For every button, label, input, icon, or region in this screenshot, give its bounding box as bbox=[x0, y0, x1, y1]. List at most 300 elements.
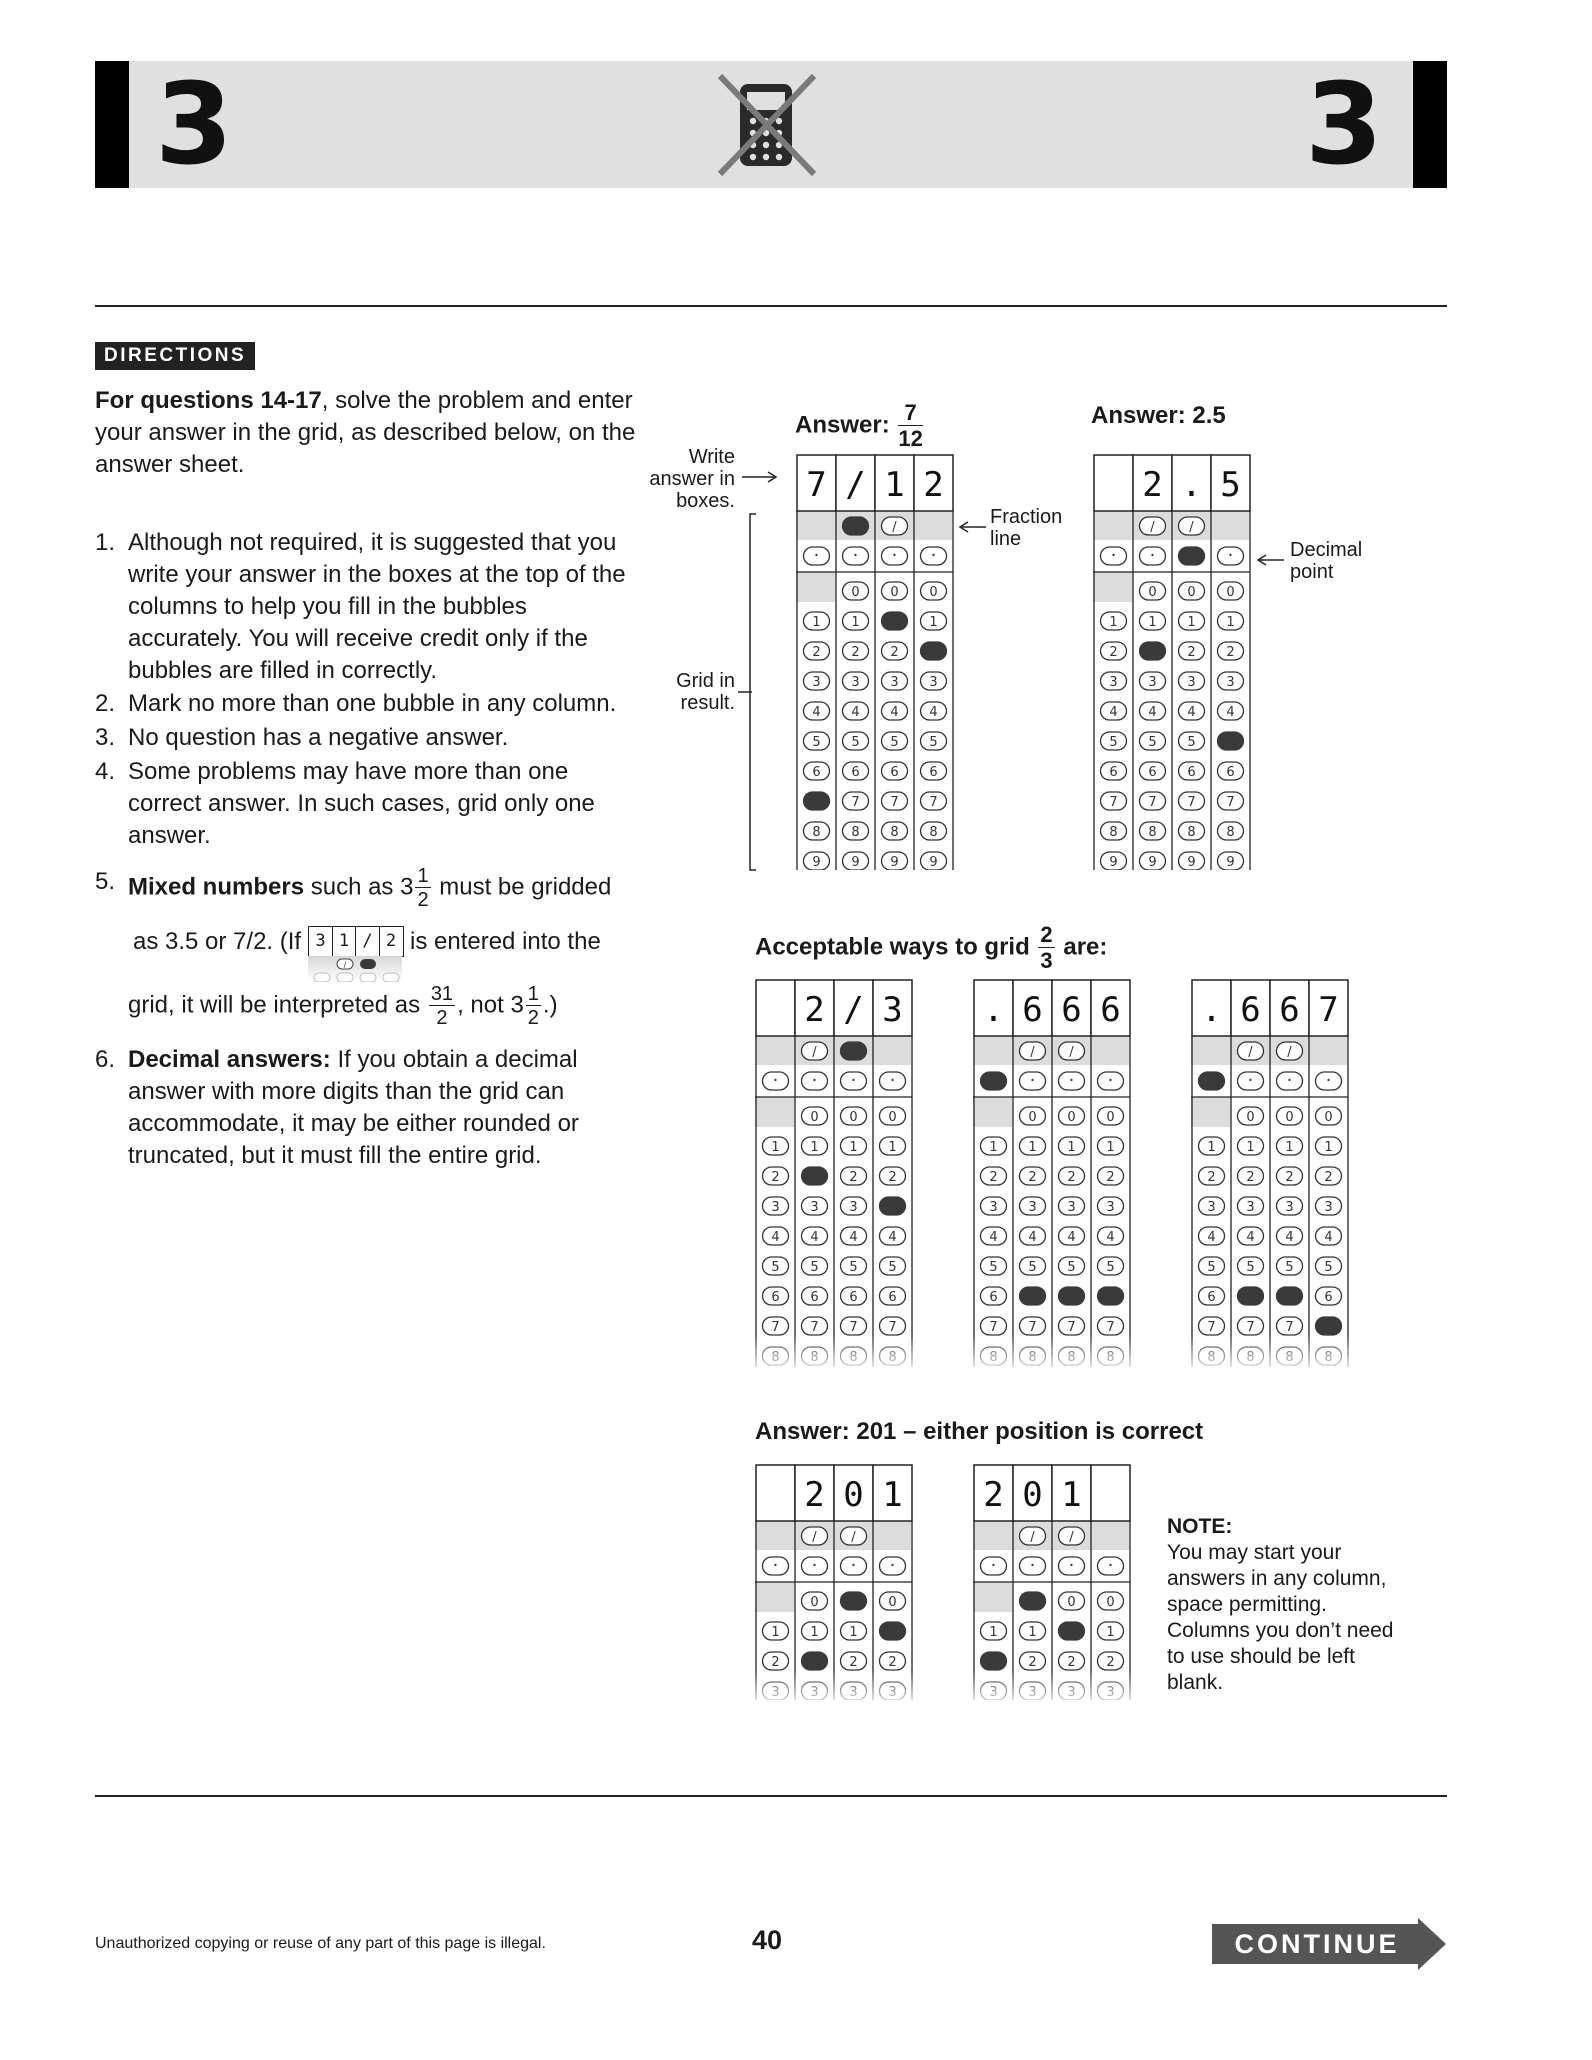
svg-text:3: 3 bbox=[771, 1200, 780, 1215]
digit-bubble bbox=[1020, 1652, 1046, 1670]
svg-text:3: 3 bbox=[1246, 1200, 1255, 1215]
svg-text:8: 8 bbox=[1187, 825, 1196, 840]
digit-bubble bbox=[802, 1287, 828, 1305]
svg-text:4: 4 bbox=[849, 1230, 858, 1245]
digit-bubble bbox=[1059, 1107, 1085, 1125]
digit-bubble bbox=[1199, 1197, 1225, 1215]
digit-bubble bbox=[1059, 1592, 1085, 1610]
digit-bubble bbox=[1179, 852, 1205, 870]
acceptable-text-b: are: bbox=[1063, 933, 1108, 961]
svg-text:/: / bbox=[1030, 1045, 1035, 1060]
digit-bubble bbox=[921, 822, 947, 840]
digit-bubble bbox=[804, 732, 830, 750]
mini-box: 2 bbox=[379, 926, 404, 957]
decimal-bubble bbox=[841, 1070, 867, 1091]
slash-bubble bbox=[802, 1042, 828, 1060]
digit-bubble bbox=[880, 1137, 906, 1155]
digit-bubble bbox=[1098, 1107, 1124, 1125]
svg-text:4: 4 bbox=[1207, 1230, 1216, 1245]
svg-text:·: · bbox=[1107, 1555, 1114, 1576]
digit-bubble bbox=[1098, 1197, 1124, 1215]
decimal-bubble bbox=[1098, 1555, 1124, 1576]
decimal-bubble bbox=[763, 1070, 789, 1091]
digit-bubble bbox=[1179, 642, 1205, 660]
digit-bubble bbox=[1140, 582, 1166, 600]
directions-label: DIRECTIONS bbox=[95, 342, 255, 370]
decimal-bubble bbox=[1277, 1070, 1303, 1091]
svg-text:·: · bbox=[852, 545, 859, 566]
svg-text:4: 4 bbox=[929, 705, 938, 720]
grid-7-12 bbox=[796, 454, 954, 870]
digit-bubble bbox=[843, 702, 869, 720]
item-text: Mark no more than one bubble in any column. bbox=[128, 690, 617, 717]
digit-bubble bbox=[1218, 612, 1244, 630]
svg-text:6: 6 bbox=[888, 1290, 897, 1305]
answer-label: Answer: bbox=[795, 411, 890, 439]
digit-bubble bbox=[880, 1622, 906, 1640]
grid-result-label: Grid in result. bbox=[676, 670, 735, 714]
digit-bubble bbox=[882, 732, 908, 750]
decimal-bubble bbox=[880, 1070, 906, 1091]
digit-bubble bbox=[1101, 822, 1127, 840]
digit-bubble bbox=[1277, 1317, 1303, 1335]
svg-text:7: 7 bbox=[1207, 1320, 1216, 1335]
digit-bubble bbox=[1101, 642, 1127, 660]
item-number: 1. bbox=[95, 529, 116, 556]
digit-bubble bbox=[1199, 1227, 1225, 1245]
svg-text:/: / bbox=[1287, 1045, 1292, 1060]
not-fraction bbox=[526, 984, 541, 1028]
copyright-notice: Unauthorized copying or reuse of any part of this page is illegal. bbox=[95, 1935, 546, 1952]
svg-text:·: · bbox=[811, 1555, 818, 1576]
digit-bubble bbox=[1140, 822, 1166, 840]
digit-bubble bbox=[1098, 1137, 1124, 1155]
decimal-bubble bbox=[1020, 1555, 1046, 1576]
svg-text:2: 2 bbox=[1067, 1170, 1076, 1185]
svg-text:7: 7 bbox=[1246, 1320, 1255, 1335]
slash-row-bg bbox=[1090, 1035, 1129, 1065]
digit-bubble bbox=[841, 1652, 867, 1670]
slash-bubble bbox=[1179, 517, 1205, 535]
svg-text:1: 1 bbox=[1109, 615, 1118, 630]
frac-den: 12 bbox=[898, 426, 923, 451]
arrow-right-icon bbox=[740, 470, 780, 484]
digit-bubble bbox=[1101, 792, 1127, 810]
slash-bubble bbox=[1020, 1042, 1046, 1060]
digit-bubble bbox=[841, 1592, 867, 1610]
digit-bubble bbox=[804, 702, 830, 720]
item-text: Some problems may have more than one correct answer. In such cases, grid only one answer. bbox=[128, 758, 595, 849]
digit-bubble bbox=[882, 612, 908, 630]
intro-text: , solve the problem and enter your answer in the grid, as described below, on the answer sheet. bbox=[95, 387, 636, 478]
digit-bubble bbox=[1218, 792, 1244, 810]
header-bar-left bbox=[95, 61, 129, 188]
svg-text:6: 6 bbox=[890, 765, 899, 780]
svg-text:5: 5 bbox=[1148, 735, 1157, 750]
zero-row-bg bbox=[755, 1097, 794, 1127]
svg-text:/: / bbox=[1069, 1045, 1074, 1060]
digit-bubble bbox=[880, 1167, 906, 1185]
digit-bubble bbox=[880, 1227, 906, 1245]
digit-bubble bbox=[1277, 1137, 1303, 1155]
digit-bubble bbox=[841, 1137, 867, 1155]
svg-text:2: 2 bbox=[1028, 1170, 1037, 1185]
svg-text:·: · bbox=[813, 545, 820, 566]
answer-box-char: 2 bbox=[804, 990, 825, 1030]
digit-bubble bbox=[921, 672, 947, 690]
digit-bubble bbox=[1101, 762, 1127, 780]
svg-text:5: 5 bbox=[851, 735, 860, 750]
svg-text:·: · bbox=[891, 545, 898, 566]
svg-text:3: 3 bbox=[851, 675, 860, 690]
slash-bubble bbox=[1277, 1042, 1303, 1060]
digit-bubble bbox=[1199, 1257, 1225, 1275]
slash-bubble bbox=[841, 1527, 867, 1545]
svg-text:/: / bbox=[812, 1530, 817, 1545]
svg-text:1: 1 bbox=[989, 1625, 998, 1640]
digit-bubble bbox=[1140, 612, 1166, 630]
answer-box-char: 2 bbox=[983, 1475, 1004, 1515]
svg-text:7: 7 bbox=[1148, 795, 1157, 810]
slash-bubble bbox=[1140, 517, 1166, 535]
digit-bubble bbox=[981, 1227, 1007, 1245]
digit-bubble bbox=[1238, 1137, 1264, 1155]
svg-text:·: · bbox=[1029, 1070, 1036, 1091]
svg-text:2: 2 bbox=[771, 1655, 780, 1670]
digit-bubble bbox=[981, 1622, 1007, 1640]
grid-2-5 bbox=[1093, 454, 1251, 870]
digit-bubble bbox=[981, 1287, 1007, 1305]
svg-text:1: 1 bbox=[1207, 1140, 1216, 1155]
decimal-bubble bbox=[981, 1555, 1007, 1576]
slash-row-bg bbox=[1308, 1035, 1347, 1065]
digit-bubble bbox=[1277, 1287, 1303, 1305]
digit-bubble bbox=[843, 852, 869, 870]
svg-text:5: 5 bbox=[1207, 1260, 1216, 1275]
grid-201-right bbox=[755, 1464, 913, 1700]
svg-text:9: 9 bbox=[812, 855, 821, 870]
digit-bubble bbox=[1218, 732, 1244, 750]
digit-bubble bbox=[802, 1592, 828, 1610]
svg-text:1: 1 bbox=[1285, 1140, 1294, 1155]
digit-bubble bbox=[1101, 732, 1127, 750]
svg-text:·: · bbox=[1029, 1555, 1036, 1576]
digit-bubble bbox=[1179, 702, 1205, 720]
svg-text:3: 3 bbox=[1226, 675, 1235, 690]
directions-intro bbox=[95, 385, 655, 481]
digit-bubble bbox=[1199, 1287, 1225, 1305]
answer-box-char: 0 bbox=[1022, 1475, 1043, 1515]
svg-text:2: 2 bbox=[849, 1655, 858, 1670]
svg-text:5: 5 bbox=[810, 1260, 819, 1275]
answer-box-char: 1 bbox=[882, 1475, 903, 1515]
answer-box-char: 6 bbox=[1061, 990, 1082, 1030]
digit-bubble bbox=[921, 702, 947, 720]
digit-bubble bbox=[921, 732, 947, 750]
svg-text:0: 0 bbox=[849, 1110, 858, 1125]
decimal-bubble bbox=[1179, 547, 1205, 565]
svg-text:4: 4 bbox=[1067, 1230, 1076, 1245]
digit-bubble bbox=[1059, 1257, 1085, 1275]
svg-text:0: 0 bbox=[810, 1595, 819, 1610]
frac-num: 1 bbox=[417, 865, 429, 887]
svg-text:4: 4 bbox=[810, 1230, 819, 1245]
svg-text:4: 4 bbox=[812, 705, 821, 720]
digit-bubble bbox=[1098, 1227, 1124, 1245]
svg-text:4: 4 bbox=[1285, 1230, 1294, 1245]
svg-text:2: 2 bbox=[1067, 1655, 1076, 1670]
digit-bubble bbox=[802, 1197, 828, 1215]
digit-bubble bbox=[1218, 702, 1244, 720]
digit-bubble bbox=[1316, 1227, 1342, 1245]
svg-text:5: 5 bbox=[1246, 1260, 1255, 1275]
svg-text:0: 0 bbox=[888, 1595, 897, 1610]
svg-text:8: 8 bbox=[1226, 825, 1235, 840]
svg-text:·: · bbox=[850, 1555, 857, 1576]
digit-bubble bbox=[1238, 1227, 1264, 1245]
digit-bubble bbox=[1098, 1287, 1124, 1305]
svg-text:5: 5 bbox=[812, 735, 821, 750]
mini-box: / bbox=[355, 926, 380, 957]
decimal-bubble bbox=[1059, 1070, 1085, 1091]
svg-text:9: 9 bbox=[1226, 855, 1235, 870]
digit-bubble bbox=[804, 852, 830, 870]
svg-text:3: 3 bbox=[989, 1200, 998, 1215]
svg-text:1: 1 bbox=[1028, 1625, 1037, 1640]
svg-text:5: 5 bbox=[849, 1260, 858, 1275]
fraction-line-label: Fraction line bbox=[990, 506, 1063, 550]
mini-box: 1 bbox=[332, 926, 357, 957]
digit-bubble bbox=[1020, 1592, 1046, 1610]
digit-bubble bbox=[841, 1287, 867, 1305]
decimal-bubble bbox=[1218, 545, 1244, 566]
svg-text:6: 6 bbox=[929, 765, 938, 780]
digit-bubble bbox=[1020, 1167, 1046, 1185]
svg-text:2: 2 bbox=[888, 1170, 897, 1185]
svg-text:4: 4 bbox=[890, 705, 899, 720]
grid-fade bbox=[973, 1335, 1131, 1375]
digit-bubble bbox=[843, 672, 869, 690]
digit-bubble bbox=[841, 1167, 867, 1185]
svg-text:4: 4 bbox=[771, 1230, 780, 1245]
svg-text:6: 6 bbox=[812, 765, 821, 780]
decimal-bubble bbox=[802, 1555, 828, 1576]
svg-text:0: 0 bbox=[1226, 585, 1235, 600]
digit-bubble bbox=[880, 1107, 906, 1125]
digit-bubble bbox=[882, 762, 908, 780]
slash-row-bg bbox=[872, 1035, 911, 1065]
digit-bubble bbox=[1218, 642, 1244, 660]
digit-bubble bbox=[1199, 1137, 1225, 1155]
answer-box-char: 6 bbox=[1240, 990, 1261, 1030]
svg-text:3: 3 bbox=[812, 675, 821, 690]
page-number: 40 bbox=[752, 1925, 783, 1955]
svg-text:·: · bbox=[1110, 545, 1117, 566]
zero-row-bg bbox=[973, 1582, 1012, 1612]
frac-num: 1 bbox=[527, 983, 539, 1005]
digit-bubble bbox=[981, 1137, 1007, 1155]
svg-text:2: 2 bbox=[812, 645, 821, 660]
decimal-bubble bbox=[841, 1555, 867, 1576]
svg-text:2: 2 bbox=[888, 1655, 897, 1670]
svg-text:3: 3 bbox=[1067, 1200, 1076, 1215]
decimal-bubble bbox=[802, 1070, 828, 1091]
svg-text:0: 0 bbox=[1028, 1110, 1037, 1125]
section-number-left: 3 bbox=[155, 60, 233, 190]
digit-bubble bbox=[1316, 1107, 1342, 1125]
svg-text:/: / bbox=[812, 1045, 817, 1060]
digit-bubble bbox=[1020, 1197, 1046, 1215]
digit-bubble bbox=[763, 1317, 789, 1335]
digit-bubble bbox=[880, 1317, 906, 1335]
continue-label: CONTINUE bbox=[1234, 1929, 1400, 1959]
frac-num: 2 bbox=[1040, 922, 1053, 947]
svg-text:1: 1 bbox=[1187, 615, 1196, 630]
svg-text:2: 2 bbox=[1109, 645, 1118, 660]
svg-text:2: 2 bbox=[1106, 1655, 1115, 1670]
decimal-bubble bbox=[843, 545, 869, 566]
digit-bubble bbox=[1098, 1592, 1124, 1610]
svg-text:7: 7 bbox=[1109, 795, 1118, 810]
slash-bubble bbox=[802, 1527, 828, 1545]
decimal-bubble bbox=[1316, 1070, 1342, 1091]
svg-text:5: 5 bbox=[890, 735, 899, 750]
digit-bubble bbox=[1020, 1622, 1046, 1640]
svg-text:7: 7 bbox=[1187, 795, 1196, 810]
digit-bubble bbox=[1179, 732, 1205, 750]
digit-bubble bbox=[882, 672, 908, 690]
arrow-left-icon bbox=[1256, 553, 1286, 567]
slash-row-bg bbox=[1210, 510, 1249, 540]
svg-text:0: 0 bbox=[888, 1110, 897, 1125]
slash-bubble bbox=[1059, 1042, 1085, 1060]
svg-text:3: 3 bbox=[929, 675, 938, 690]
frac-den: 3 bbox=[1040, 948, 1053, 973]
svg-text:7: 7 bbox=[849, 1320, 858, 1335]
answer-2-5-heading: Answer: 2.5 bbox=[1091, 402, 1226, 429]
direction-item-1 bbox=[95, 527, 640, 687]
svg-text:·: · bbox=[1227, 545, 1234, 566]
svg-text:·: · bbox=[1286, 1070, 1293, 1091]
svg-text:1: 1 bbox=[810, 1625, 819, 1640]
svg-text:1: 1 bbox=[849, 1140, 858, 1155]
digit-bubble bbox=[1140, 732, 1166, 750]
digit-bubble bbox=[921, 792, 947, 810]
svg-text:5: 5 bbox=[1187, 735, 1196, 750]
svg-text:0: 0 bbox=[851, 585, 860, 600]
digit-bubble bbox=[802, 1107, 828, 1125]
svg-text:/: / bbox=[892, 520, 897, 535]
svg-text:9: 9 bbox=[1109, 855, 1118, 870]
svg-text:1: 1 bbox=[929, 615, 938, 630]
digit-bubble bbox=[880, 1652, 906, 1670]
svg-text:1: 1 bbox=[989, 1140, 998, 1155]
digit-bubble bbox=[763, 1622, 789, 1640]
acceptable-ways-heading bbox=[755, 924, 1107, 972]
svg-text:0: 0 bbox=[929, 585, 938, 600]
digit-bubble bbox=[802, 1227, 828, 1245]
decimal-bubble bbox=[804, 545, 830, 566]
svg-text:·: · bbox=[1068, 1555, 1075, 1576]
digit-bubble bbox=[1218, 582, 1244, 600]
item5-line2-a: as 3.5 or 7/2. (If bbox=[133, 928, 302, 955]
digit-bubble bbox=[1316, 1257, 1342, 1275]
item-number: 6. bbox=[95, 1046, 116, 1073]
slash-row-bg bbox=[913, 510, 952, 540]
decimal-bubble bbox=[1199, 1072, 1225, 1090]
decimal-bubble bbox=[1140, 545, 1166, 566]
svg-text:1: 1 bbox=[888, 1140, 897, 1155]
svg-text:2: 2 bbox=[1028, 1655, 1037, 1670]
slash-bubble bbox=[843, 517, 869, 535]
digit-bubble bbox=[1238, 1197, 1264, 1215]
item5-text-e: grid, it will be interpreted as bbox=[128, 991, 421, 1019]
answer-box-char: 6 bbox=[1022, 990, 1043, 1030]
digit-bubble bbox=[1316, 1287, 1342, 1305]
answer-box-char: . bbox=[1181, 465, 1202, 505]
digit-bubble bbox=[1277, 1167, 1303, 1185]
svg-text:/: / bbox=[1030, 1530, 1035, 1545]
answer-box-char: . bbox=[983, 990, 1004, 1030]
svg-text:7: 7 bbox=[810, 1320, 819, 1335]
svg-text:5: 5 bbox=[989, 1260, 998, 1275]
grid-fade bbox=[1191, 1335, 1349, 1375]
slash-row-bg bbox=[1090, 1520, 1129, 1550]
decimal-answers-bold: Decimal answers: bbox=[128, 1046, 331, 1073]
svg-text:6: 6 bbox=[1226, 765, 1235, 780]
digit-bubble bbox=[882, 822, 908, 840]
slash-row-bg bbox=[973, 1035, 1012, 1065]
svg-text:7: 7 bbox=[929, 795, 938, 810]
digit-bubble bbox=[1316, 1137, 1342, 1155]
mini-bubbles bbox=[308, 956, 404, 982]
digit-bubble bbox=[921, 642, 947, 660]
svg-text:·: · bbox=[1149, 545, 1156, 566]
digit-bubble bbox=[1277, 1227, 1303, 1245]
digit-bubble bbox=[1101, 612, 1127, 630]
item-text: Although not required, it is suggested that you write your answer in the boxes at the top of the columns to help you fill in the bubbles accurately. You will receive credit only if the bubbles are filled in correctly. bbox=[128, 529, 626, 684]
digit-bubble bbox=[1020, 1107, 1046, 1125]
digit-bubble bbox=[1179, 822, 1205, 840]
slash-row-bg bbox=[755, 1035, 794, 1065]
digit-bubble bbox=[882, 582, 908, 600]
svg-text:1: 1 bbox=[1226, 615, 1235, 630]
svg-text:8: 8 bbox=[1148, 825, 1157, 840]
svg-text:9: 9 bbox=[929, 855, 938, 870]
zero-row-bg bbox=[755, 1582, 794, 1612]
svg-text:5: 5 bbox=[1106, 1260, 1115, 1275]
svg-text:2: 2 bbox=[890, 645, 899, 660]
answer-box-char: 2 bbox=[923, 465, 944, 505]
svg-text:0: 0 bbox=[1285, 1110, 1294, 1125]
digit-bubble bbox=[804, 672, 830, 690]
zero-row-bg bbox=[973, 1097, 1012, 1127]
grid-201-left bbox=[973, 1464, 1131, 1700]
item5-text-g: .) bbox=[542, 991, 558, 1019]
digit-bubble bbox=[1020, 1137, 1046, 1155]
svg-text:3: 3 bbox=[1207, 1200, 1216, 1215]
digit-bubble bbox=[843, 822, 869, 840]
svg-text:9: 9 bbox=[851, 855, 860, 870]
digit-bubble bbox=[1277, 1257, 1303, 1275]
svg-text:9: 9 bbox=[890, 855, 899, 870]
grid-bracket bbox=[730, 512, 780, 872]
svg-text:3: 3 bbox=[1109, 675, 1118, 690]
svg-text:4: 4 bbox=[1324, 1230, 1333, 1245]
svg-text:1: 1 bbox=[1246, 1140, 1255, 1155]
decimal-bubble bbox=[1020, 1070, 1046, 1091]
svg-text:1: 1 bbox=[810, 1140, 819, 1155]
